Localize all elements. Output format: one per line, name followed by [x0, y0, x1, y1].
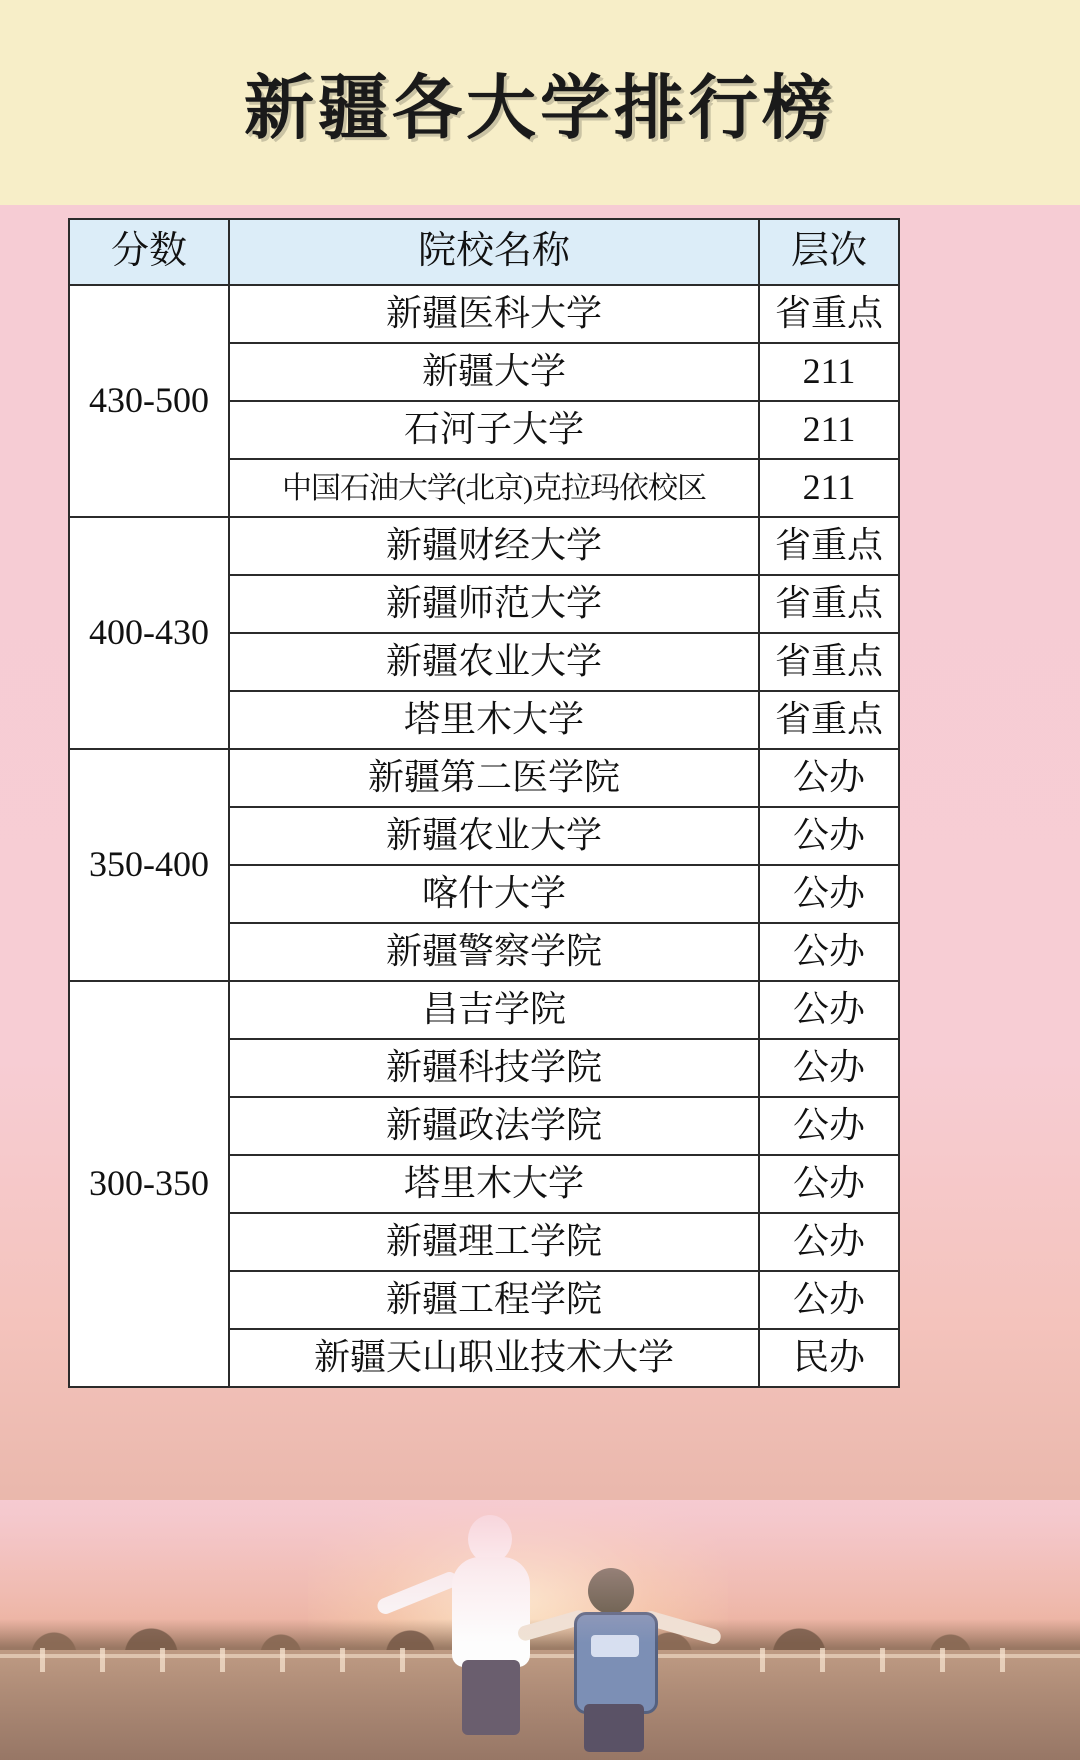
- school-name-cell: 新疆农业大学: [229, 633, 759, 691]
- school-name-cell: 新疆警察学院: [229, 923, 759, 981]
- level-cell: 省重点: [759, 285, 899, 343]
- table-header-row: [69, 219, 899, 285]
- school-name-cell: 塔里木大学: [229, 1155, 759, 1213]
- table-body: [69, 285, 899, 1387]
- ranking-table: [68, 218, 900, 1388]
- page-title: 新疆各大学排行榜: [244, 67, 836, 149]
- level-cell: 公办: [759, 1271, 899, 1329]
- school-name-cell: 石河子大学: [229, 401, 759, 459]
- school-name-cell: 塔里木大学: [229, 691, 759, 749]
- level-cell: 省重点: [759, 691, 899, 749]
- score-range-cell: 350-400: [69, 749, 229, 981]
- level-cell: 公办: [759, 865, 899, 923]
- level-cell: 公办: [759, 1213, 899, 1271]
- bottom-photo: [0, 1500, 1080, 1760]
- level-cell: 211: [759, 459, 899, 517]
- column-header-score: 分数: [69, 219, 229, 285]
- school-name-cell: 新疆医科大学: [229, 285, 759, 343]
- ranking-table-container: [68, 218, 898, 1388]
- column-header-school-name: 院校名称: [229, 219, 759, 285]
- table-row: [69, 981, 899, 1039]
- score-range-cell: 400-430: [69, 517, 229, 749]
- level-cell: 公办: [759, 923, 899, 981]
- child-with-backpack-silhouette: [522, 1568, 712, 1748]
- level-cell: 公办: [759, 1155, 899, 1213]
- school-name-cell: 新疆第二医学院: [229, 749, 759, 807]
- school-name-cell: 新疆农业大学: [229, 807, 759, 865]
- level-cell: 省重点: [759, 517, 899, 575]
- level-cell: 民办: [759, 1329, 899, 1387]
- level-cell: 公办: [759, 807, 899, 865]
- level-cell: 公办: [759, 981, 899, 1039]
- table-header: [69, 219, 899, 285]
- school-name-cell: 新疆科技学院: [229, 1039, 759, 1097]
- score-range-cell: 300-350: [69, 981, 229, 1387]
- level-cell: 公办: [759, 1039, 899, 1097]
- level-cell: 211: [759, 401, 899, 459]
- table-row: [69, 285, 899, 343]
- school-name-cell: 新疆工程学院: [229, 1271, 759, 1329]
- level-cell: 省重点: [759, 575, 899, 633]
- level-cell: 公办: [759, 1097, 899, 1155]
- school-name-cell: 新疆财经大学: [229, 517, 759, 575]
- school-name-cell: 新疆理工学院: [229, 1213, 759, 1271]
- score-range-cell: 430-500: [69, 285, 229, 517]
- level-cell: 公办: [759, 749, 899, 807]
- school-name-cell: 昌吉学院: [229, 981, 759, 1039]
- school-name-cell: 新疆大学: [229, 343, 759, 401]
- school-name-cell: 中国石油大学(北京)克拉玛依校区: [229, 459, 759, 517]
- level-cell: 省重点: [759, 633, 899, 691]
- school-name-cell: 新疆天山职业技术大学: [229, 1329, 759, 1387]
- title-banner: [0, 0, 1080, 205]
- school-name-cell: 喀什大学: [229, 865, 759, 923]
- table-row: [69, 749, 899, 807]
- column-header-level: 层次: [759, 219, 899, 285]
- school-name-cell: 新疆师范大学: [229, 575, 759, 633]
- table-row: [69, 517, 899, 575]
- school-name-cell: 新疆政法学院: [229, 1097, 759, 1155]
- level-cell: 211: [759, 343, 899, 401]
